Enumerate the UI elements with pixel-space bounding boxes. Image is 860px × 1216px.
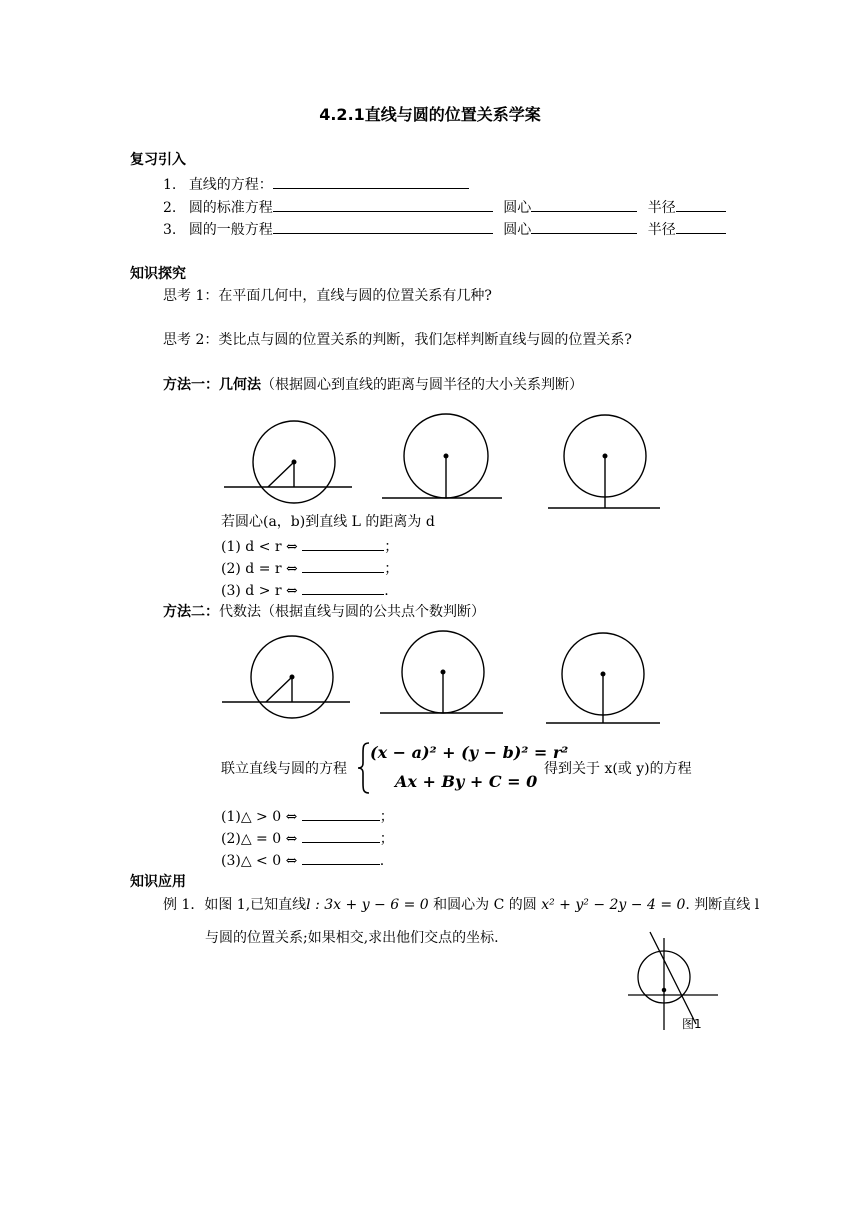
blank-standard-equation[interactable] — [273, 197, 493, 212]
method-2-cond-1 — [221, 806, 394, 826]
method-2-cond-3 — [221, 850, 384, 870]
method-2-line — [163, 603, 485, 621]
method-1-cond-1-text: (1) d < r ⇔ — [221, 539, 298, 555]
review-item-3-num: 3. — [163, 222, 177, 238]
review-item-3-text: 圆的一般方程 — [188, 222, 273, 238]
review-item-2-num: 2. — [163, 200, 177, 216]
example-1-line-eq: l : 3x + y − 6 = 0 — [306, 897, 429, 913]
figure-intersecting-1 — [224, 421, 352, 503]
method-2-desc: 代数法（根据直线与圆的公共点个数判断） — [219, 604, 485, 620]
end-punct: ； — [384, 539, 399, 555]
blank-general-radius[interactable] — [676, 219, 726, 234]
blank-standard-radius[interactable] — [676, 197, 726, 212]
review-item-1-num: 1. — [163, 177, 177, 193]
example-1-line-2: 与圆的位置关系;如果相交,求出他们交点的坐标. — [205, 930, 499, 946]
apply-heading: 知识应用 — [130, 874, 186, 890]
method-1-label: 方法一：几何法 — [163, 377, 261, 393]
system-suffix: 得到关于 x(或 y)的方程 — [544, 761, 692, 777]
end-punct: ； — [384, 561, 399, 577]
method-1-intro: 若圆心(a，b)到直线 L 的距离为 d — [221, 514, 435, 530]
figure-tangent-2 — [380, 631, 503, 713]
blank-standard-center[interactable] — [531, 197, 637, 212]
think-2: 思考 2：类比点与圆的位置关系的判断，我们怎样判断直线与圆的位置关系? — [163, 332, 632, 348]
method-2-cond-2-text: (2)△ = 0 ⇔ — [221, 831, 298, 847]
figure-1-label: 图1 — [682, 1017, 702, 1031]
end-punct: ； — [379, 809, 394, 825]
explore-heading: 知识探究 — [130, 266, 186, 282]
method-1-cond-2 — [221, 558, 398, 578]
method-2-figures — [0, 635, 860, 745]
figure-separate-2 — [546, 633, 660, 723]
figure-1 — [620, 930, 730, 1042]
left-brace — [357, 741, 371, 795]
method-1-cond-1 — [221, 536, 398, 556]
example-1-circle-eq: x² + y² − 2y − 4 = 0 — [541, 897, 686, 913]
method-1-cond-3 — [221, 580, 389, 600]
blank-method-1-cond-2[interactable] — [302, 558, 384, 573]
review-item-2-radius: 半径 — [647, 200, 676, 216]
review-item-3-radius: 半径 — [647, 222, 676, 238]
example-1-prefix: 例 1．如图 1,已知直线 — [163, 897, 307, 913]
blank-general-equation[interactable] — [273, 219, 493, 234]
method-2-cond-1-text: (1)△ > 0 ⇔ — [221, 809, 298, 825]
blank-method-1-cond-1[interactable] — [302, 536, 384, 551]
method-1-line — [163, 376, 583, 394]
system-eq-2: Ax + By + C = 0 — [395, 772, 538, 791]
blank-method-2-cond-2[interactable] — [302, 828, 380, 843]
method-2-cond-3-text: (3)△ < 0 ⇔ — [221, 853, 298, 869]
blank-line-equation[interactable] — [273, 174, 469, 189]
system-eq-1: (x − a)² + (y − b)² = r² — [370, 743, 569, 762]
figure-intersecting-2 — [222, 636, 350, 718]
method-1-desc: （根据圆心到直线的距离与圆半径的大小关系判断） — [261, 377, 583, 393]
example-1-mid: 和圆心为 C 的圆 — [433, 897, 537, 913]
review-item-3 — [163, 219, 726, 239]
blank-method-2-cond-3[interactable] — [302, 850, 380, 865]
system-prefix: 联立直线与圆的方程 — [221, 761, 347, 777]
method-1-cond-3-text: (3) d > r ⇔ — [221, 583, 298, 599]
example-1-suffix: . 判断直线 l — [685, 897, 760, 913]
end-punct: . — [384, 583, 389, 599]
review-item-2 — [163, 197, 726, 217]
figure-tangent-1 — [382, 414, 502, 498]
method-2-label: 方法二： — [163, 604, 219, 620]
end-punct: . — [379, 853, 385, 869]
think-1: 思考 1：在平面几何中，直线与圆的位置关系有几种? — [163, 288, 492, 304]
end-punct: ； — [379, 831, 394, 847]
review-item-2-text: 圆的标准方程 — [188, 200, 273, 216]
method-2-cond-2 — [221, 828, 394, 848]
review-heading: 复习引入 — [130, 152, 186, 168]
method-1-figures — [0, 410, 860, 530]
method-1-cond-2-text: (2) d = r ⇔ — [221, 561, 298, 577]
example-1-line-1 — [163, 896, 759, 914]
blank-method-1-cond-3[interactable] — [302, 580, 384, 595]
review-item-1-text: 直线的方程： — [188, 177, 273, 193]
review-item-1 — [163, 174, 469, 194]
figure-separate-1 — [548, 415, 660, 508]
page-title: 4.2.1直线与圆的位置关系学案 — [319, 105, 541, 124]
review-item-2-center: 圆心 — [503, 200, 532, 216]
review-item-3-center: 圆心 — [503, 222, 532, 238]
blank-method-2-cond-1[interactable] — [302, 806, 380, 821]
blank-general-center[interactable] — [531, 219, 637, 234]
